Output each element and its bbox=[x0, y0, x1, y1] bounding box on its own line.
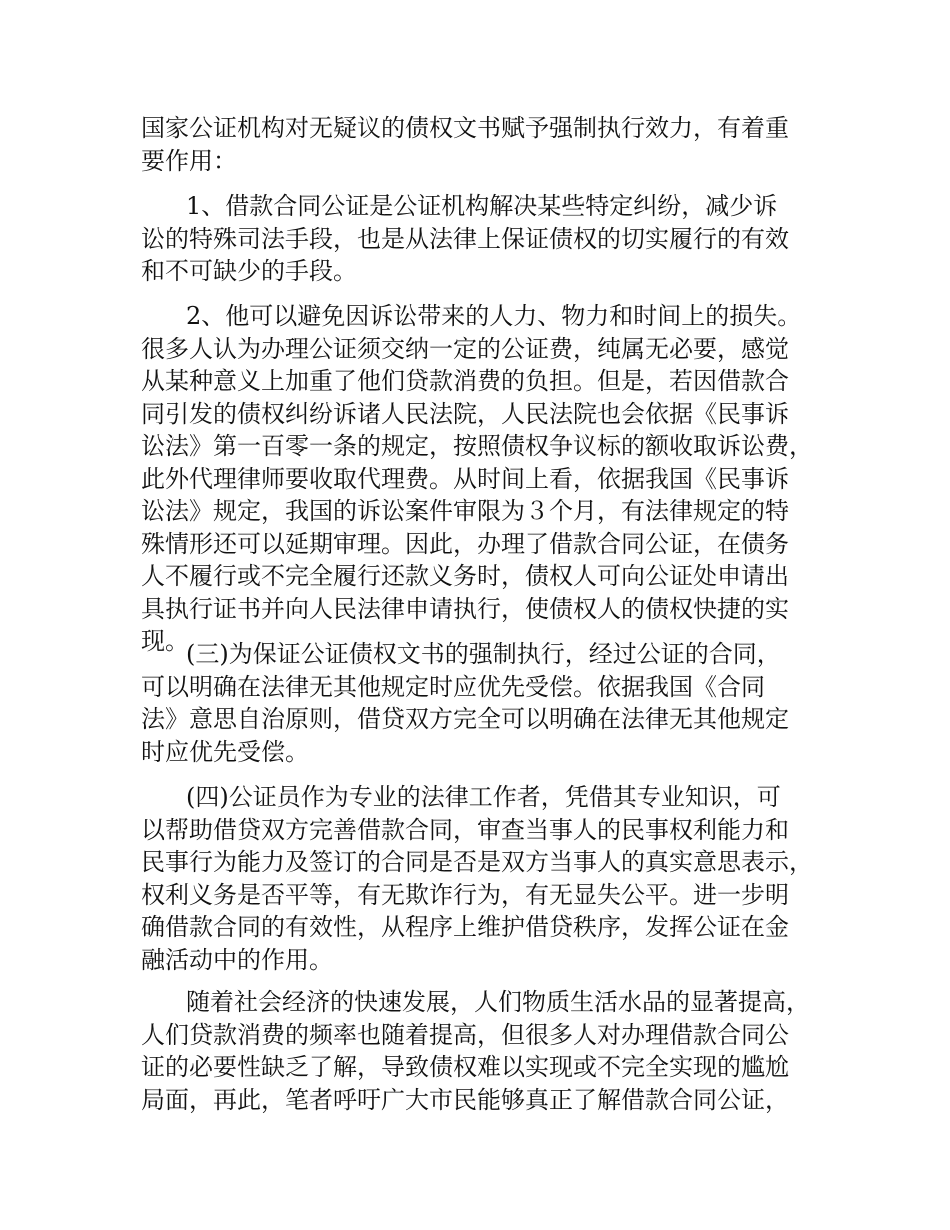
text-line: 现。 bbox=[141, 627, 189, 655]
paragraph-point-2 bbox=[141, 300, 816, 658]
paragraph-point-1 bbox=[141, 190, 816, 288]
paragraph-conclusion bbox=[141, 986, 816, 1116]
text-line: 民事行为能力及签订的合同是否是双方当事人的真实意思表示， bbox=[141, 848, 813, 876]
paragraph-point-3 bbox=[141, 638, 816, 768]
text-line: 时应优先受偿。 bbox=[141, 737, 309, 766]
text-line: 从某种意义上加重了他们贷款消费的负担。但是，若因借款合 bbox=[141, 367, 789, 395]
text-line: 2、他可以避免因诉讼带来的人力、物力和时间上的损失。 bbox=[186, 302, 802, 330]
text-line: 讼法》规定，我国的诉讼案件审限为３个月，有法律规定的特 bbox=[141, 497, 789, 525]
text-line: 局面，再此，笔者呼吁广大市民能够真正了解借款合同公证， bbox=[141, 1085, 789, 1114]
text-line: 要作用： bbox=[141, 146, 237, 175]
text-line: (四)公证员作为专业的法律工作者，凭借其专业知识，可 bbox=[186, 783, 781, 811]
text-line: 1、借款合同公证是公证机构解决某些特定纠纷，减少诉 bbox=[186, 192, 778, 220]
text-line: 人们贷款消费的频率也随着提高，但很多人对办理借款合同公 bbox=[141, 1020, 789, 1049]
text-line: 确借款合同的有效性，从程序上维护借贷秩序，发挥公证在金 bbox=[141, 913, 789, 941]
text-line: 可以明确在法律无其他规定时应优先受偿。依据我国《合同 bbox=[141, 672, 765, 701]
text-line: 同引发的债权纠纷诉诸人民法院，人民法院也会依据《民事诉 bbox=[141, 399, 789, 428]
text-line: 具执行证书并向人民法律申请执行，使债权人的债权快捷的实 bbox=[141, 594, 789, 623]
text-line: 融活动中的作用。 bbox=[141, 945, 333, 974]
text-line: 国家公证机构对无疑议的债权文书赋予强制执行效力，有着重 bbox=[141, 114, 789, 142]
text-line: 和不可缺少的手段。 bbox=[141, 257, 357, 285]
text-line: 讼的特殊司法手段，也是从法律上保证债权的切实履行的有效 bbox=[141, 224, 789, 253]
text-line: 殊情形还可以延期审理。因此，办理了借款合同公证，在债务 bbox=[141, 529, 789, 558]
text-line: 权利义务是否平等，有无欺诈行为，有无显失公平。进一步明 bbox=[141, 880, 789, 909]
text-line: 很多人认为办理公证须交纳一定的公证费，纯属无必要，感觉 bbox=[141, 334, 789, 363]
paragraph-intro bbox=[141, 112, 816, 177]
text-line: 法》意思自治原则，借贷双方完全可以明确在法律无其他规定 bbox=[141, 705, 789, 733]
paragraph-point-4 bbox=[141, 781, 816, 976]
text-line: 此外代理律师要收取代理费。从时间上看，依据我国《民事诉 bbox=[141, 464, 789, 493]
text-line: (三)为保证公证债权文书的强制执行，经过公证的合同， bbox=[186, 640, 781, 668]
text-line: 随着社会经济的快速发展，人们物质生活水品的显著提高， bbox=[186, 988, 810, 1016]
text-line: 以帮助借贷双方完善借款合同，审查当事人的民事权利能力和 bbox=[141, 815, 789, 844]
text-line: 证的必要性缺乏了解，导致债权难以实现或不完全实现的尴尬 bbox=[141, 1053, 789, 1081]
text-line: 人不履行或不完全履行还款义务时，债权人可向公证处申请出 bbox=[141, 562, 789, 590]
text-line: 讼法》第一百零一条的规定，按照债权争议标的额收取诉讼费， bbox=[141, 432, 813, 460]
